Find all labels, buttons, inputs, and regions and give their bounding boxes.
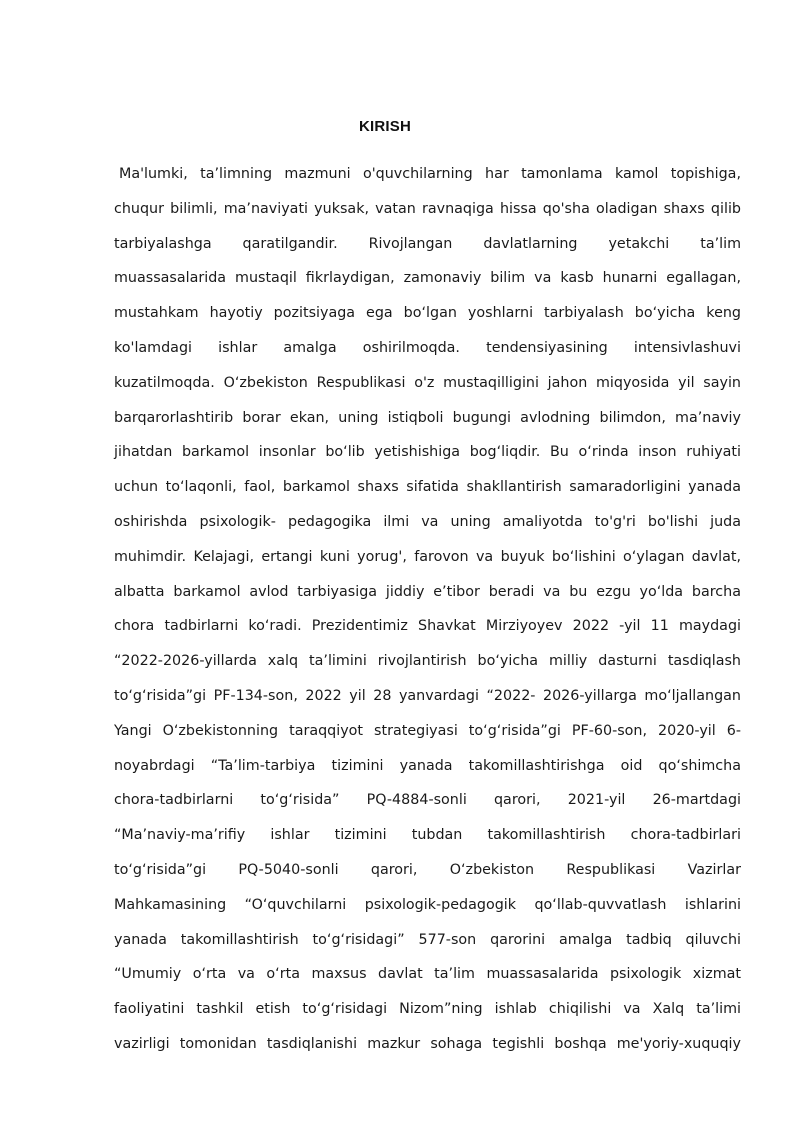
- paragraph-line: uchun to‘laqonli, faol, barkamol shaxs sifatida shakllantirish samaradorligini yanada: [114, 479, 741, 496]
- paragraph-line: yanada takomillashtirish to‘g‘risidagi” 577-son qarorini amalga tadbiq qiluvchi: [114, 931, 741, 948]
- paragraph-line: mustahkam hayotiy pozitsiyaga ega bo‘lgan yoshlarni tarbiyalash bo‘yicha keng: [114, 305, 741, 322]
- paragraph-line: kuzatilmoqda. O‘zbekiston Respublikasi o'z mustaqilligini jahon miqyosida yil sayin: [114, 374, 741, 391]
- paragraph-line: ko'lamdagi ishlar amalga oshirilmoqda. tendensiyasining intensivlashuvi: [114, 339, 741, 356]
- paragraph-line: Mahkamasining “O‘quvchilarni psixologik-pedagogik qo‘llab-quvvatlash ishlarini: [114, 896, 741, 913]
- paragraph-line: muhimdir. Kelajagi, ertangi kuni yorug', farovon va buyuk bo‘lishini o‘ylagan davlat,: [114, 548, 741, 565]
- paragraph-line: chora tadbirlarni ko‘radi. Prezidentimiz Shavkat Mirziyoyev 2022 -yil 11 maydagi: [114, 618, 741, 635]
- paragraph-line: Yangi O‘zbekistonning taraqqiyot strategiyasi to‘g‘risida”gi PF-60-son, 2020-yil 6-: [114, 722, 741, 739]
- paragraph-line: noyabrdagi “Ta’lim-tarbiya tizimini yanada takomillashtirishga oid qo‘shimcha: [114, 757, 741, 774]
- paragraph-line: to‘g‘risida”gi PQ-5040-sonli qarori, O‘zbekiston Respublikasi Vazirlar: [114, 861, 741, 878]
- body-paragraph: [114, 157, 741, 1062]
- paragraph-line: muassasalarida mustaqil fikrlaydigan, zamonaviy bilim va kasb hunarni egallagan,: [114, 270, 741, 287]
- page-title: KIRISH: [358, 118, 412, 135]
- paragraph-line: oshirishda psixologik- pedagogika ilmi va uning amaliyotda to'g'ri bo'lishi juda: [114, 513, 741, 530]
- paragraph-line: “Umumiy o‘rta va o‘rta maxsus davlat ta’lim muassasalarida psixologik xizmat: [114, 966, 741, 983]
- paragraph-line: “Ma’naviy-ma’rifiy ishlar tizimini tubdan takomillashtirish chora-tadbirlari: [114, 827, 741, 844]
- paragraph-line: faoliyatini tashkil etish to‘g‘risidagi Nizom”ning ishlab chiqilishi va Xalq ta’limi: [114, 1001, 741, 1018]
- paragraph-line: jihatdan barkamol insonlar bo‘lib yetishishiga bog‘liqdir. Bu o‘rinda inson ruhiyati: [114, 444, 741, 461]
- paragraph-line: barqarorlashtirib borar ekan, uning istiqboli bugungi avlodning bilimdon, ma’naviy: [114, 409, 741, 426]
- paragraph-line: tarbiyalashga qaratilgandir. Rivojlangan davlatlarning yetakchi ta’lim: [114, 235, 741, 252]
- paragraph-line: to‘g‘risida”gi PF-134-son, 2022 yil 28 yanvardagi “2022- 2026-yillarga mo‘ljallangan: [114, 687, 741, 704]
- paragraph-line: vazirligi tomonidan tasdiqlanishi mazkur sohaga tegishli boshqa me'yoriy-xuquqiy: [114, 1035, 741, 1052]
- paragraph-line: “2022-2026-yillarda xalq ta’limini rivojlantirish bo‘yicha milliy dasturni tasdiqlash: [114, 653, 741, 670]
- paragraph-line: Ma'lumki, ta’limning mazmuni o'quvchilarning har tamonlama kamol topishiga,: [119, 166, 741, 182]
- paragraph-line: chuqur bilimli, ma’naviyati yuksak, vatan ravnaqiga hissa qo'sha oladigan shaxs qilib: [114, 200, 741, 217]
- paragraph-line: chora-tadbirlarni to‘g‘risida” PQ-4884-sonli qarori, 2021-yil 26-martdagi: [114, 792, 741, 809]
- paragraph-line: albatta barkamol avlod tarbiyasiga jiddiy e’tibor beradi va bu ezgu yo‘lda barcha: [114, 583, 741, 600]
